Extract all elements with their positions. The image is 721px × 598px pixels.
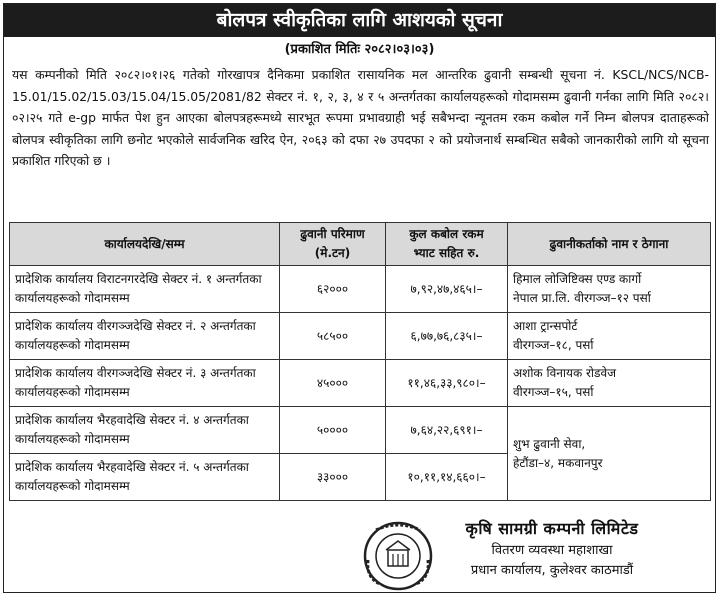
header-amount-line1: कुल कबोल रकम	[409, 227, 484, 241]
amount-cell: ७,६४,२२,६९१।–	[386, 407, 508, 454]
quantity-cell: ४५०००	[280, 360, 386, 407]
company-name: कृषि सामग्री कम्पनी लिमिटेड	[465, 519, 639, 538]
office-cell: प्रादेशिक कार्यालय वीरगञ्जदेखि सेक्टर नं. ३ अन्तर्गतका कार्यालयहरूको गोदामसम्म	[10, 360, 280, 407]
quantity-cell: ३३०००	[280, 454, 386, 501]
header-quantity	[280, 223, 386, 266]
published-date: (प्रकाशित मितिः २०८२।०३।०३)	[284, 42, 435, 57]
contractor-cell	[508, 360, 711, 407]
notice-body: यस कम्पनीको मिति २०८२।०१।२६ गतेको गोरखापत्र दैनिकमा प्रकाशित रासायनिक मल आन्तरिक ढुवानी सम्बन्धी सूचना नं. KSCL/NCS/NCB-15.01/15.02/15.03/15.04/15.05/2081/82 सेक्टर नं. १, २, ३, ४ र ५ अन्तर्गतका कार्यालयहरूको गोदामसम्म ढुवानी गर्नका लागि मिति २०८२।०२।२५ गते e-gp मार्फत पेश हुन आएका बोलपत्रहरूमध्ये सारभूत रूपमा प्रभावग्राही भई सबैभन्दा न्यूनतम रकम कबोल गर्ने निम्न बोलपत्र दाताहरूको बोलपत्र स्वीकृतिका लागि छनोट भएकोले सार्वजनिक खरिद ऐन, २०६३ को दफा २७ उपदफा २ को प्रयोजनार्थ सम्बन्धित सबैको जानकारीको लागि यो सूचना प्रकाशित गरिएको छ ।	[12, 67, 709, 168]
header-contractor: ढुवानीकर्ताको नाम र ठेगाना	[508, 223, 711, 266]
office-cell: प्रादेशिक कार्यालय भैरहवादेखि सेक्टर नं. ४ अन्तर्गतका कार्यालयहरूको गोदामसम्म	[10, 407, 280, 454]
contractor-cell	[508, 313, 711, 360]
office-cell: प्रादेशिक कार्यालय विराटनगरदेखि सेक्टर नं. १ अन्तर्गतका कार्यालयहरूको गोदामसम्म	[10, 266, 280, 313]
table-row	[10, 407, 711, 454]
notice-title: बोलपत्र स्वीकृतिका लागि आशयको सूचना	[4, 4, 715, 37]
amount-cell: ११,४६,३३,९८०।–	[386, 360, 508, 407]
header-quantity-line1: ढुवानी परिमाण	[300, 227, 365, 241]
contractor-address: वीरगञ्ज–१५, पर्सा	[513, 385, 594, 399]
office-address: प्रधान कार्यालय, कुलेश्वर काठमाडौं	[470, 563, 634, 578]
amount-cell: ७,९२,४७,४६५।–	[386, 266, 508, 313]
amount-cell: १०,११,१४,६६०।–	[386, 454, 508, 501]
contractor-name: शुभ ढुवानी सेवा,	[513, 436, 586, 451]
issuer-block	[407, 517, 697, 581]
notice-frame	[3, 3, 716, 593]
quantity-cell: ६२०००	[280, 266, 386, 313]
header-quantity-line2: (मे.टन)	[314, 246, 351, 260]
award-table	[9, 222, 711, 501]
office-cell: प्रादेशिक कार्यालय वीरगञ्जदेखि सेक्टर नं. २ अन्तर्गतका कार्यालयहरूको गोदामसम्म	[10, 313, 280, 360]
contractor-cell-merged	[508, 407, 711, 501]
contractor-cell	[508, 266, 711, 313]
contractor-name: अशोक विनायक रोडवेज	[513, 366, 617, 380]
header-amount-line2: भ्याट सहित रु.	[413, 246, 480, 260]
amount-cell: ६,७७,७६,८३५।–	[386, 313, 508, 360]
quantity-cell: ५८५००	[280, 313, 386, 360]
contractor-address: हेटौंडा–४, मकवानपुर	[513, 455, 603, 470]
table-row	[10, 266, 711, 313]
department-name: वितरण व्यवस्था महाशाखा	[491, 543, 613, 558]
contractor-name: हिमाल लोजिष्टिक्स एण्ड कार्गो	[513, 272, 642, 286]
contractor-address: नेपाल प्रा.लि. वीरगञ्ज–१२ पर्सा	[513, 291, 651, 305]
contractor-name: आशा ट्रान्सपोर्ट	[513, 319, 578, 333]
quantity-cell: ५००००	[280, 407, 386, 454]
header-amount	[386, 223, 508, 266]
table-row	[10, 313, 711, 360]
header-office: कार्यालयदेखि/सम्म	[10, 223, 280, 266]
table-row	[10, 360, 711, 407]
seal-ring-text-left	[368, 560, 380, 584]
table-header-row	[10, 223, 711, 266]
office-cell: प्रादेशिक कार्यालय भैरहवादेखि सेक्टर नं. ५ अन्तर्गतका कार्यालयहरूको गोदामसम्म	[10, 454, 280, 501]
contractor-address: वीरगञ्ज–१८, पर्सा	[513, 338, 594, 352]
